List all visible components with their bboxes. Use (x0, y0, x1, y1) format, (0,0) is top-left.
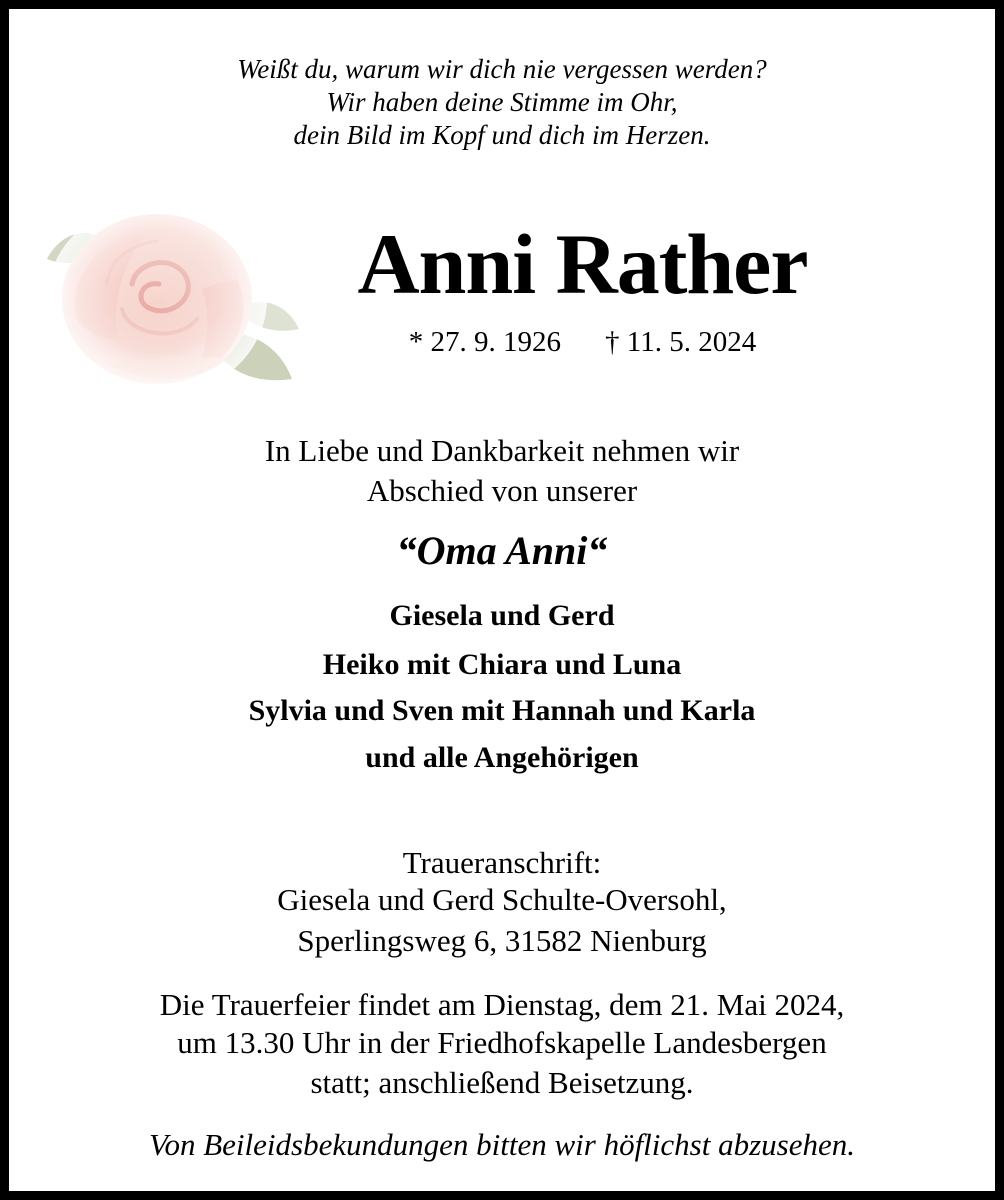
birth-date: * 27. 9. 1926 (408, 326, 562, 358)
family-line-4: und alle Angehörigen (365, 741, 639, 774)
poem-line-2: Wir haben deine Stimme im Ohr, (326, 87, 678, 117)
ceremony-line-1: Die Trauerfeier findet am Dienstag, dem 21. Mai 2024, (159, 987, 845, 1022)
poem-line-3: dein Bild im Kopf und dich im Herzen. (293, 120, 711, 150)
address-line-2: Sperlingsweg 6, 31582 Nienburg (297, 923, 707, 958)
life-dates (179, 325, 986, 359)
ceremony-line-3: statt; anschließend Beisetzung. (310, 1065, 694, 1100)
deceased-name: Anni Rather (357, 216, 808, 312)
poem-line-1: Weißt du, warum wir dich nie vergessen werden? (237, 54, 767, 84)
nickname: “Oma Anni“ (396, 528, 608, 573)
farewell-line-1: In Liebe und Dankbarkeit nehmen wir (264, 433, 740, 468)
address-line-1: Giesela und Gerd Schulte-Oversohl, (277, 882, 727, 917)
ceremony-line-2: um 13.30 Uhr in der Friedhofskapelle Landesbergen (177, 1025, 827, 1060)
death-date: † 11. 5. 2024 (605, 326, 757, 358)
family-line-1: Giesela und Gerd (389, 599, 615, 632)
address-heading: Traueranschrift: (402, 845, 602, 880)
family-line-3: Sylvia und Sven mit Hannah und Karla (248, 694, 756, 727)
family-line-2: Heiko mit Chiara und Luna (322, 648, 682, 681)
closing-note: Von Beileidsbekundungen bitten wir höflichst abzusehen. (148, 1127, 855, 1162)
farewell-line-2: Abschied von unserer (366, 473, 638, 508)
